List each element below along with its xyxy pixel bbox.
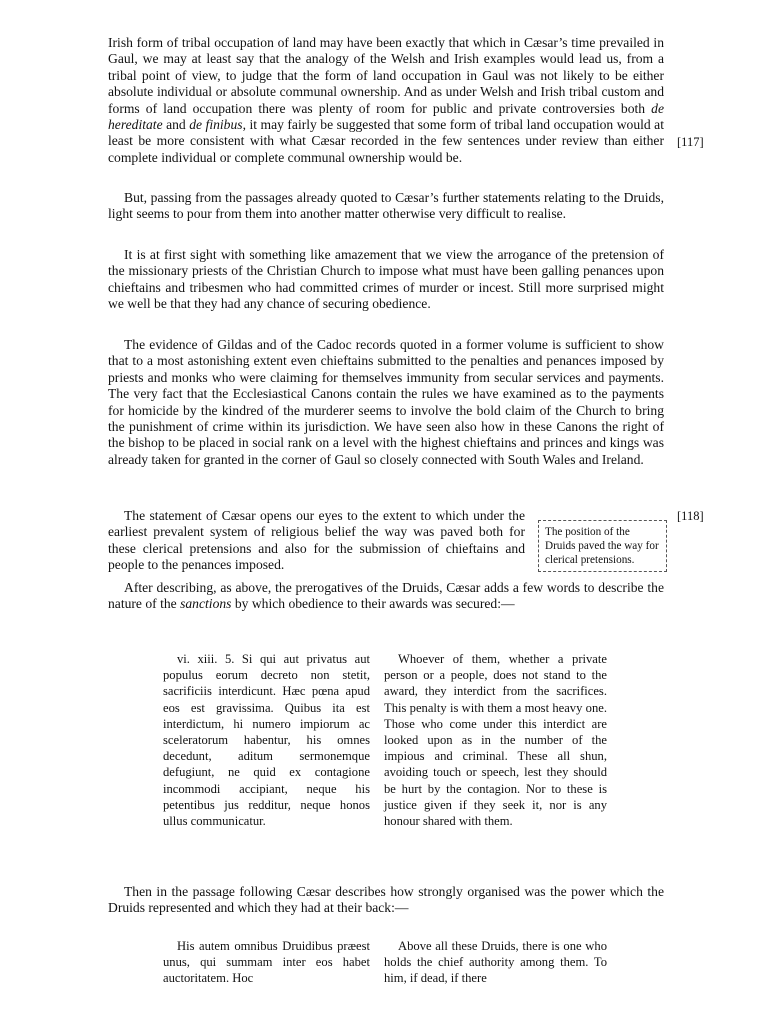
paragraph-1-text-a: Irish form of tribal occupation of land may have been exactly that which in Cæsar’s time prevailed in Gaul, we may at least say that the analogy of the Welsh and Irish examples would lead us, from a tribal point of view, to judge that the form of land occupation in Gaul was not likely to be either absolute individual or absolute communal ownership. And as under Welsh and Irish tribal custom and forms of land occupation there was plenty of room for public and private controversies both bbox=[108, 35, 664, 116]
paragraph-1-text-c: , it may fairly be suggested that some form of tribal land occupation would at least be more consistent with what Cæsar recorded in the few sentences under review than either complete individual or complete communal ownership would be. bbox=[108, 117, 664, 165]
paragraph-6 bbox=[108, 580, 664, 613]
paragraph-5: The statement of Cæsar opens our eyes to the extent to which under the earliest prevalent system of religious belief the way was paved both for these clerical pretensions and also for the submission of chieftains and people to the penances imposed. bbox=[108, 508, 525, 573]
quote1-latin-column: vi. xiii. 5. Si qui aut privatus aut populus eorum decreto non stetit, sacrificiis interdicunt. Hæc pœna apud eos est gravissima. Quibus ita est interdictum, hi numero impiorum ac sceleratorum habentur, his omnes decedunt, aditum sermonemque defugiunt, ne quid ex contagione incommodi accipiant, neque his petentibus jus redditur, neque honos ullus communicatur. bbox=[163, 652, 370, 829]
paragraph-4: The evidence of Gildas and of the Cadoc records quoted in a former volume is sufficient to show that to a most astonishing extent even chieftains submitted to the penalties and penances imposed by priests and monks who were claiming for themselves immunity from secular services and payments. The very fact that the Ecclesiastical Canons contain the rules we have examined as to the payments for homicide by the kindred of the murderer seems to involve the bold claim of the Church to bring the punishment of crime within its jurisdiction. We have seen also how in these Canons the right of the bishop to be placed in social rank on a level with the highest chieftains and princes and kings was already taken for granted in the corner of Gaul so closely connected with South Wales and Ireland. bbox=[108, 337, 664, 467]
quote2-latin-column: His autem omnibus Druidibus præest unus, qui summam inter eos habet auctoritatem. Hoc bbox=[163, 939, 370, 986]
paragraph-1-text-b: and bbox=[162, 117, 190, 133]
paragraph-7: Then in the passage following Cæsar describes how strongly organised was the power which the Druids represented and which they had at their back:— bbox=[108, 884, 664, 916]
quote2-english-column: Above all these Druids, there is one who holds the chief authority among them. To him, if dead, if there bbox=[384, 939, 607, 986]
paragraph-6-text-a: After describing, as above, the prerogatives of the Druids, Cæsar adds a few words to describe the nature of the bbox=[108, 580, 664, 612]
margin-sidenote: The position of the Druids paved the way for clerical pretensions. bbox=[538, 520, 667, 572]
paragraph-1 bbox=[108, 35, 664, 166]
paragraph-2: But, passing from the passages already quoted to Cæsar’s further statements relating to the Druids, light seems to pour from them into another matter otherwise very difficult to realise. bbox=[108, 190, 664, 222]
paragraph-1-emphasis-hereditate: de hereditate bbox=[108, 100, 664, 133]
paragraph-3: It is at first sight with something like amazement that we view the arrogance of the pretension of the missionary priests of the Christian Church to impose what must have been galling penances upon chieftains and tribesmen who had committed crimes of murder or incest. Still more surprised might we well be that they had any chance of securing obedience. bbox=[108, 247, 664, 312]
quote1-english-column: Whoever of them, whether a private person or a people, does not stand to the award, they interdict from the sacrifices. This penalty is with them a most heavy one. Those who come under this interdict are looked upon as in the number of the impious and criminal. These all shun, avoiding touch or speech, lest they should be hurt by the contagion. Nor to these is justice given if they seek it, nor is any honour shared with them. bbox=[384, 652, 607, 829]
paragraph-1-emphasis-finibus: de finibus bbox=[189, 117, 243, 133]
paragraph-6-emphasis-sanctions: sanctions bbox=[180, 596, 232, 612]
paragraph-6-text-b: by which obedience to their awards was secured:— bbox=[231, 596, 515, 612]
page-ref-117: [117] bbox=[677, 135, 704, 149]
page-ref-118: [118] bbox=[677, 509, 704, 523]
